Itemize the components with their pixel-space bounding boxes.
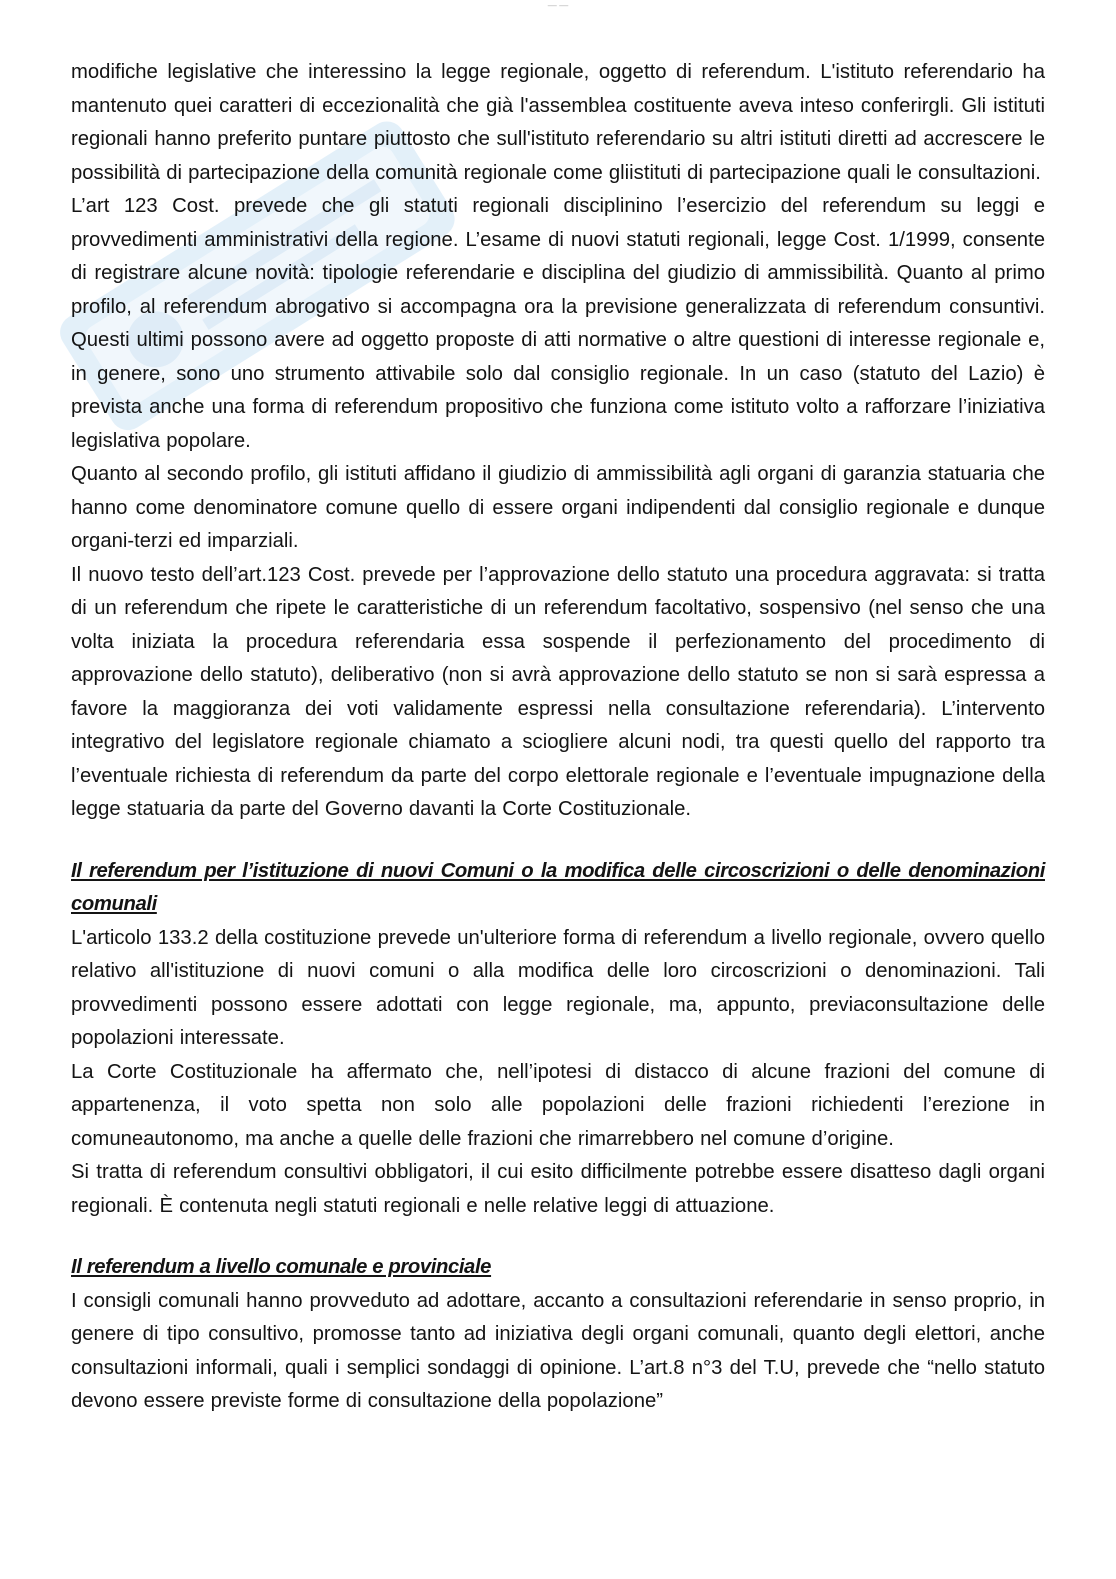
paragraph: Quanto al secondo profilo, gli istituti affidano il giudizio di ammissibilità agli organi di garanzia statuaria che hanno come denominatore comune quello di essere organi indipendenti dal consiglio regionale e dunque organi-terzi ed imparziali. (71, 463, 1045, 552)
section-heading: Il referendum per l’istituzione di nuovi Comuni o la modifica delle circoscrizioni o delle denominazioni comunali (71, 859, 1045, 915)
page-marker: — — (547, 0, 569, 10)
paragraph: L'articolo 133.2 della costituzione prevede un'ulteriore forma di referendum a livello regionale, ovvero quello relativo all'istituzione di nuovi comuni o alla modifica delle loro circoscrizioni o denominazioni. Tali provvedimenti possono essere adottati con legge regionale, ma, appunto, previaconsultazione delle popolazioni interessate. (71, 926, 1045, 1049)
paragraph: modifiche legislative che interessino la legge regionale, oggetto di referendum. L'istituto referendario ha mantenuto quei caratteri di eccezionalità che già l'assemblea costituente aveva inteso conferirgli. Gli istituti regionali hanno preferito puntare piuttosto che sull'istituto referendario su altri istituti diretti ad accrescere le possibilità di partecipazione della comunità regionale come gliistituti di partecipazione quali le consultazioni. (71, 61, 1045, 184)
document-body (71, 56, 1045, 1419)
comunale-section (71, 1251, 1045, 1419)
comuni-section (71, 855, 1045, 1224)
section-heading: Il referendum a livello comunale e provinciale (71, 1256, 492, 1278)
paragraph: I consigli comunali hanno provveduto ad adottare, accanto a consultazioni referendarie in senso proprio, in genere di tipo consultivo, promosse tanto ad iniziativa degli organi comunali, quanto degli elettori, anche consultazioni informali, quali i semplici sondaggi di opinione. L’art.8 n°3 del T.U, prevede che “nello statuto devono essere previste forme di consultazione della popolazione” (71, 1289, 1045, 1412)
intro-section (71, 56, 1045, 827)
paragraph: L’art 123 Cost. prevede che gli statuti regionali disciplinino l’esercizio del referendum su leggi e provvedimenti amministrativi della regione. L’esame di nuovi statuti regionali, legge Cost. 1/1999, consente di registrare alcune novità: tipologie referendarie e disciplina del giudizio di ammissibilità. Quanto al primo profilo, al referendum abrogativo si accompagna ora la previsione generalizzata di referendum consuntivi. Questi ultimi possono avere ad oggetto proposte di atti normative o altre questioni di interesse regionale e, in genere, sono uno strumento attivabile solo dal consiglio regionale. In un caso (statuto del Lazio) è prevista anche una forma di referendum propositivo che funziona come istituto volto a rafforzare l’iniziativa legislativa popolare. (71, 195, 1045, 452)
paragraph: Si tratta di referendum consultivi obbligatori, il cui esito difficilmente potrebbe essere disatteso dagli organi regionali. È contenuta negli statuti regionali e nelle relative leggi di attuazione. (71, 1161, 1045, 1217)
paragraph: La Corte Costituzionale ha affermato che, nell’ipotesi di distacco di alcune frazioni del comune di appartenenza, il voto spetta non solo alle popolazioni delle frazioni richiedenti l’erezione in comuneautonomo, ma anche a quelle delle frazioni che rimarrebbero nel comune d’origine. (71, 1060, 1045, 1150)
paragraph: Il nuovo testo dell’art.123 Cost. prevede per l’approvazione dello statuto una procedura aggravata: si tratta di un referendum che ripete le caratteristiche di un referendum facoltativo, sospensivo (nel senso che una volta iniziata la procedura referendaria essa sospende il perfezionamento del procedimento di approvazione dello statuto), deliberativo (non si avrà approvazione dello statuto se non si sarà espressa a favore la maggioranza dei voti validamente espressi nella consultazione referendaria). L’intervento integrativo del legislatore regionale chiamato a sciogliere alcuni nodi, tra questi quello del rapporto tra l’eventuale richiesta di referendum da parte del corpo elettorale regionale e l’eventuale impugnazione della legge statuaria da parte del Governo davanti la Corte Costituzionale. (71, 563, 1045, 820)
